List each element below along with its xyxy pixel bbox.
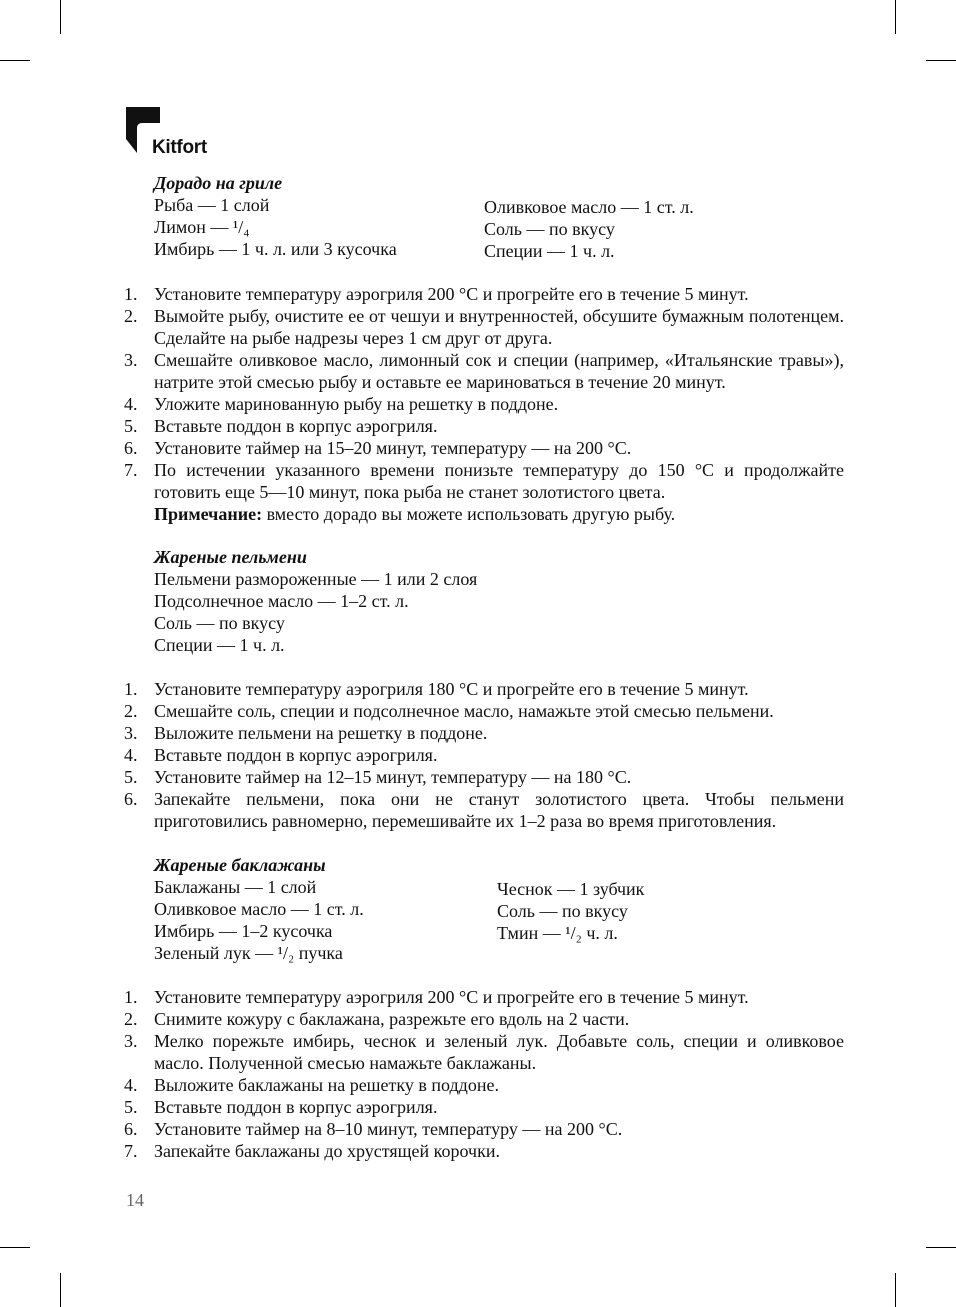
crop-mark [60,1273,61,1307]
steps-list [124,283,844,525]
step: 3. Мелко порежьте имбирь, чеснок и зеленый лук. Добавьте соль, специи и оливковое масло. Полученной смесью намажьте баклажаны. [124,1031,844,1073]
crop-mark [926,1247,956,1248]
brand-name: Kitfort [152,137,207,158]
ingredient: Пельмени размороженные — 1 или 2 слоя [154,569,478,589]
ingredient: Зеленый лук — ¹/₂ пучка [154,943,343,963]
crop-mark [926,60,956,61]
ingredient: Тмин — ¹/₂ ч. л. [497,923,618,943]
ingredient: Соль — по вкусу [154,613,285,633]
ingredient: Специи — 1 ч. л. [154,635,285,655]
step: 5. Вставьте поддон в корпус аэрогриля. [124,416,438,436]
ingredient: Имбирь — 1 ч. л. или 3 кусочка [154,239,397,259]
ingredient: Имбирь — 1–2 кусочка [154,921,333,941]
ingredient: Рыба — 1 слой [154,195,270,215]
recipe-title: Жареные пельмени [154,547,307,567]
ingredients-left [154,568,477,656]
step: 1. Установите температуру аэрогриля 180 °C и прогрейте его в течение 5 минут. [124,679,749,699]
step: 6. Запекайте пельмени, пока они не станут золотистого цвета. Чтобы пельмени приготовились равномерно, перемешивайте их 1–2 раза во время приготовления. [124,789,844,831]
step: 4. Вставьте поддон в корпус аэрогриля. [124,745,438,765]
crop-mark [60,0,61,34]
ingredient: Лимон — ¹/₄ [154,217,250,237]
ingredients-right [484,196,694,262]
steps-list [124,678,844,832]
ingredient: Баклажаны — 1 слой [154,877,317,897]
ingredients-right [497,878,644,944]
step: 5. Установите таймер на 12–15 минут, температуру — на 180 °C. [124,767,632,787]
ingredient: Подсолнечное масло — 1–2 ст. л. [154,591,409,611]
crop-mark [0,60,30,61]
crop-mark [895,0,896,34]
ingredient: Чеснок — 1 зубчик [497,879,645,899]
ingredients-left [154,876,364,964]
step: 3. Выложите пельмени на решетку в поддоне. [124,723,488,743]
step: 6. Установите таймер на 8–10 минут, температуру — на 200 °C. [124,1119,623,1139]
note: Примечание: вместо дорадо вы можете использовать другую рыбу. [154,504,676,524]
page-number: 14 [126,1190,144,1210]
step: 7. Запекайте баклажаны до хрустящей корочки. [124,1141,500,1161]
crop-mark [0,1247,30,1248]
step: 6. Установите таймер на 15–20 минут, температуру — на 200 °C. [124,438,632,458]
ingredient: Оливковое масло — 1 ст. л. [484,197,694,217]
step: 3. Смешайте оливковое масло, лимонный сок и специи (например, «Итальянские травы»), натрите этой смесью рыбу и оставьте ее мариноваться в течение 20 минут. [124,350,844,392]
ingredient: Специи — 1 ч. л. [484,241,615,261]
steps-list [124,986,844,1162]
recipe-title: Дорадо на гриле [154,173,283,193]
step: 2. Снимите кожуру с баклажана, разрежьте его вдоль на 2 части. [124,1009,630,1029]
step: 4. Уложите маринованную рыбу на решетку в поддоне. [124,394,559,414]
ingredient: Оливковое масло — 1 ст. л. [154,899,364,919]
step: 5. Вставьте поддон в корпус аэрогриля. [124,1097,438,1117]
step: 2. Смешайте соль, специи и подсолнечное масло, намажьте этой смесью пельмени. [124,701,774,721]
step: 2. Вымойте рыбу, очистите ее от чешуи и внутренностей, обсушите бумажным полотенцем. Сделайте на рыбе надрезы через 1 см друг от друга. [124,306,844,348]
step: 7. По истечении указанного времени понизьте температуру до 150 °C и продолжайте готовить еще 5—10 минут, пока рыба не станет золотистого цвета. [124,460,844,502]
crop-mark [895,1273,896,1307]
recipe-title: Жареные баклажаны [154,855,326,875]
step: 1. Установите температуру аэрогриля 200 °C и прогрейте его в течение 5 минут. [124,987,749,1007]
step: 4. Выложите баклажаны на решетку в поддоне. [124,1075,499,1095]
ingredient: Соль — по вкусу [497,901,628,921]
brand-logo [126,107,256,157]
ingredients-left [154,194,397,260]
step: 1. Установите температуру аэрогриля 200 °C и прогрейте его в течение 5 минут. [124,284,749,304]
ingredient: Соль — по вкусу [484,219,615,239]
